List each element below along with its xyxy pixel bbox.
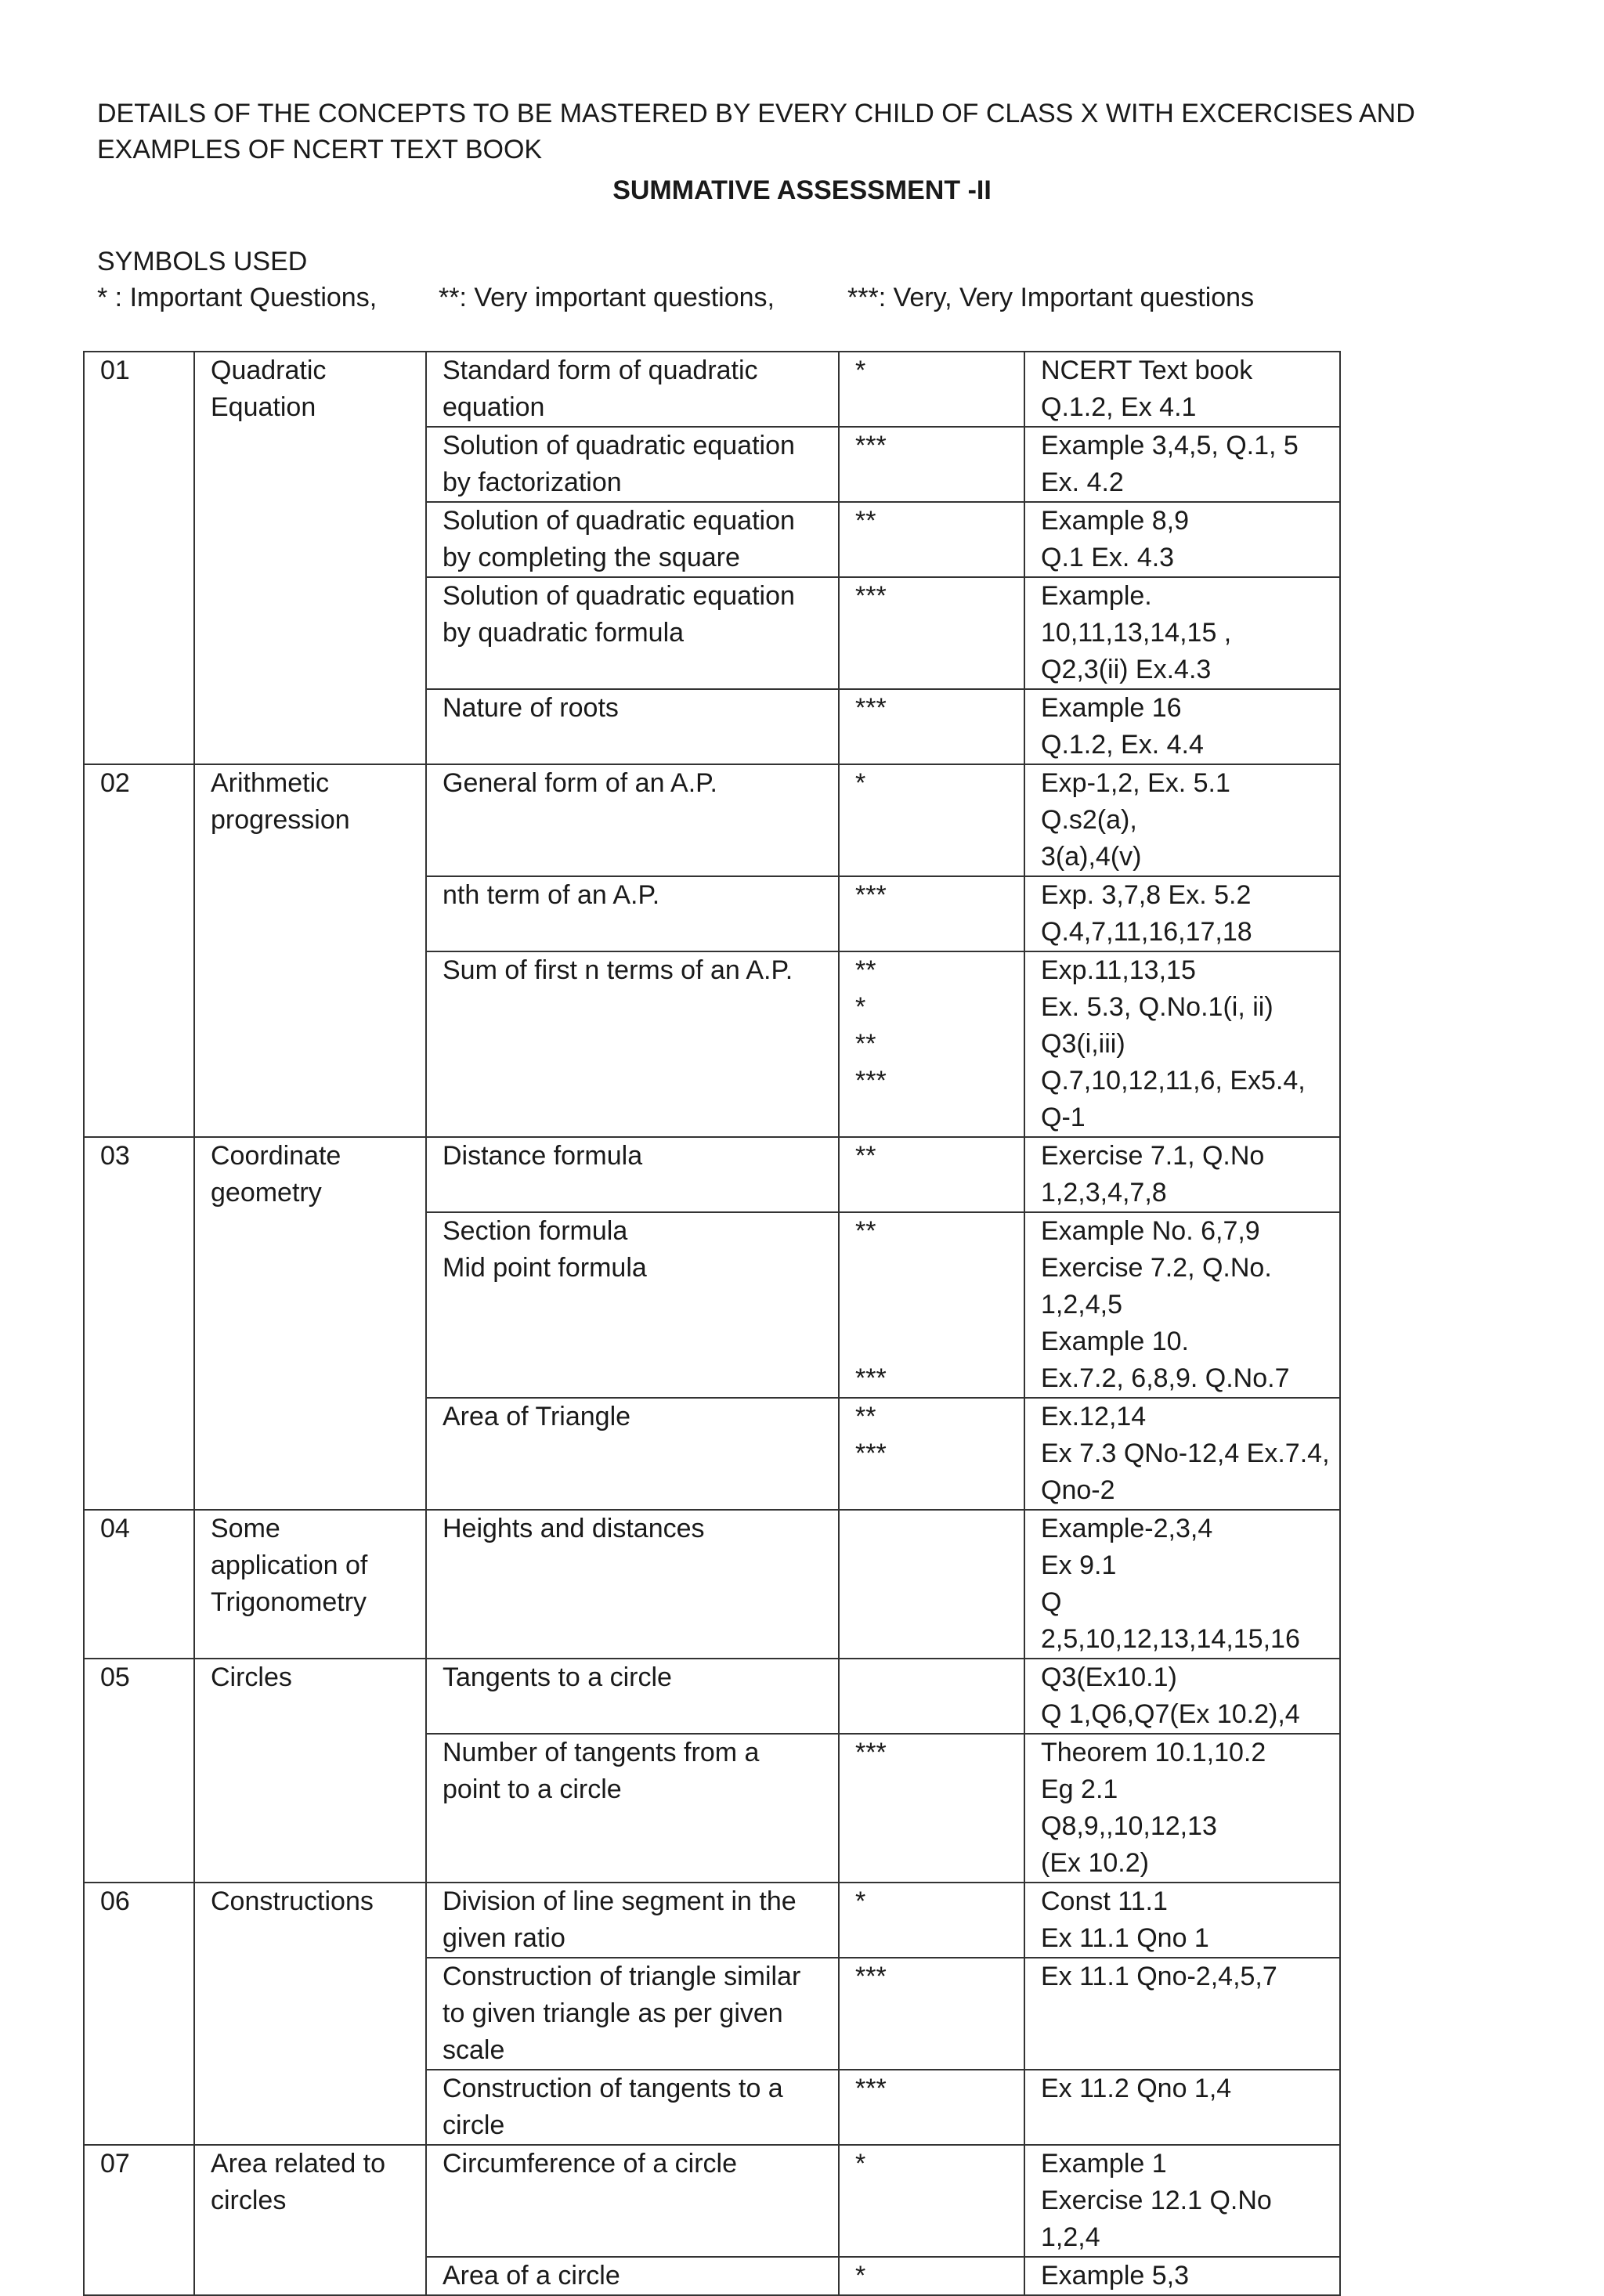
importance-cell [839,1510,1024,1659]
concept-cell: Distance formula [426,1137,839,1212]
table-row [84,1510,1340,1659]
importance-cell: *** [839,876,1024,951]
unit-number: 03 [84,1137,194,1510]
concepts-table [83,351,1341,2296]
importance-cell: *** [839,689,1024,764]
concept-cell: Division of line segment in the given ratio [426,1883,839,1958]
reference-cell: Ex.12,14 Ex 7.3 QNo-12,4 Ex.7.4, Qno-2 [1024,1398,1340,1510]
importance-cell: ** *** [839,1212,1024,1398]
unit-number: 07 [84,2145,194,2295]
reference-cell: Example. 10,11,13,14,15 , Q2,3(ii) Ex.4.3 [1024,577,1340,689]
unit-topic: Coordinate geometry [194,1137,426,1510]
document-subheading: SUMMATIVE ASSESSMENT -II [612,175,992,205]
importance-cell: *** [839,1958,1024,2070]
importance-cell: *** [839,577,1024,689]
unit-topic: Arithmetic progression [194,764,426,1137]
importance-cell: * [839,764,1024,876]
concept-cell: nth term of an A.P. [426,876,839,951]
unit-number: 04 [84,1510,194,1659]
reference-cell: Example 3,4,5, Q.1, 5 Ex. 4.2 [1024,427,1340,502]
concept-cell: Heights and distances [426,1510,839,1659]
symbol-very-very-important: ***: Very, Very Important questions [847,283,1255,312]
reference-cell: NCERT Text book Q.1.2, Ex 4.1 [1024,352,1340,427]
importance-cell: * [839,2257,1024,2295]
unit-topic: Constructions [194,1883,426,2145]
concept-cell: Sum of first n terms of an A.P. [426,951,839,1137]
importance-cell: *** [839,427,1024,502]
concept-cell: Standard form of quadratic equation [426,352,839,427]
symbols-row [97,280,1254,316]
table-row [84,764,1340,876]
concept-cell: Solution of quadratic equation by completing the square [426,502,839,577]
unit-topic: Some application of Trigonometry [194,1510,426,1659]
reference-cell: Const 11.1 Ex 11.1 Qno 1 [1024,1883,1340,1958]
reference-cell: Example 8,9 Q.1 Ex. 4.3 [1024,502,1340,577]
unit-topic: Area related to circles [194,2145,426,2295]
importance-cell: ** [839,502,1024,577]
concept-cell: Tangents to a circle [426,1659,839,1734]
concept-cell: Solution of quadratic equation by quadratic formula [426,577,839,689]
reference-cell: Example No. 6,7,9 Exercise 7.2, Q.No. 1,2,4,5 Example 10. Ex.7.2, 6,8,9. Q.No.7 [1024,1212,1340,1398]
concept-cell: Circumference of a circle [426,2145,839,2257]
importance-cell: ** * ** *** [839,951,1024,1137]
unit-topic: Quadratic Equation [194,352,426,764]
table-row [84,1137,1340,1212]
importance-cell [839,1659,1024,1734]
reference-cell: Example 5,3 [1024,2257,1340,2295]
reference-cell: Exp. 3,7,8 Ex. 5.2 Q.4,7,11,16,17,18 [1024,876,1340,951]
concepts-table-body [84,352,1340,2295]
table-row [84,1883,1340,1958]
reference-cell: Ex 11.2 Qno 1,4 [1024,2070,1340,2145]
importance-cell: ** *** [839,1398,1024,1510]
importance-cell: * [839,352,1024,427]
reference-cell: Exp-1,2, Ex. 5.1 Q.s2(a), 3(a),4(v) [1024,764,1340,876]
importance-cell: ** [839,1137,1024,1212]
concept-cell: Construction of triangle similar to given triangle as per given scale [426,1958,839,2070]
reference-cell: Ex 11.1 Qno-2,4,5,7 [1024,1958,1340,2070]
reference-cell: Theorem 10.1,10.2 Eg 2.1 Q8,9,,10,12,13 (Ex 10.2) [1024,1734,1340,1883]
reference-cell: Example-2,3,4 Ex 9.1 Q 2,5,10,12,13,14,15,16 [1024,1510,1340,1659]
table-row [84,1659,1340,1734]
table-row [84,2145,1340,2257]
reference-cell: Example 1 Exercise 12.1 Q.No 1,2,4 [1024,2145,1340,2257]
importance-cell: *** [839,2070,1024,2145]
concept-cell: Section formula Mid point formula [426,1212,839,1398]
unit-topic: Circles [194,1659,426,1883]
reference-cell: Exercise 7.1, Q.No 1,2,3,4,7,8 [1024,1137,1340,1212]
unit-number: 05 [84,1659,194,1883]
reference-cell: Example 16 Q.1.2, Ex. 4.4 [1024,689,1340,764]
unit-number: 02 [84,764,194,1137]
reference-cell: Q3(Ex10.1) Q 1,Q6,Q7(Ex 10.2),4 [1024,1659,1340,1734]
symbols-legend [97,244,1254,316]
unit-number: 01 [84,352,194,764]
symbol-very-important: **: Very important questions, [439,283,775,312]
importance-cell: * [839,2145,1024,2257]
concept-cell: Nature of roots [426,689,839,764]
reference-cell: Exp.11,13,15 Ex. 5.3, Q.No.1(i, ii) Q3(i,iii) Q.7,10,12,11,6, Ex5.4, Q-1 [1024,951,1340,1137]
concept-cell: Area of Triangle [426,1398,839,1510]
unit-number: 06 [84,1883,194,2145]
importance-cell: * [839,1883,1024,1958]
concept-cell: Solution of quadratic equation by factorization [426,427,839,502]
document-heading: DETAILS OF THE CONCEPTS TO BE MASTERED BY EVERY CHILD OF CLASS X WITH EXCERCISES AND EXAMPLES OF NCERT TEXT BOOK [97,99,1415,164]
symbol-important: * : Important Questions, [97,283,378,312]
concept-cell: Area of a circle [426,2257,839,2295]
concept-cell: Construction of tangents to a circle [426,2070,839,2145]
symbols-title: SYMBOLS USED [97,247,308,276]
concept-cell: Number of tangents from a point to a circle [426,1734,839,1883]
table-row [84,352,1340,427]
concept-cell: General form of an A.P. [426,764,839,876]
importance-cell: *** [839,1734,1024,1883]
